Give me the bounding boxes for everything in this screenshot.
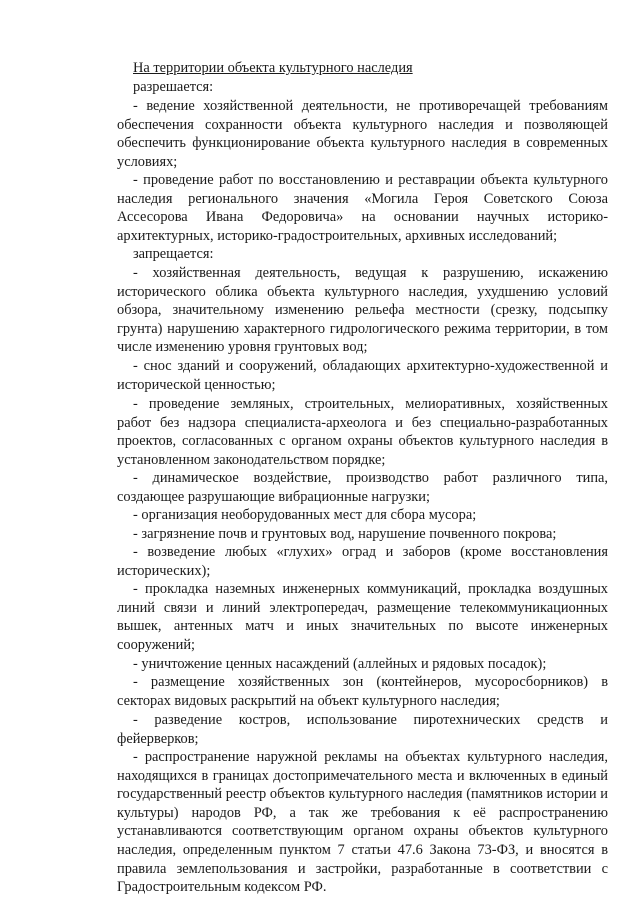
forbidden-item-9: - уничтожение ценных насаждений (аллейных и рядовых посадок); bbox=[133, 656, 547, 672]
forbidden-item-11: - разведение костров, использование пиротехнических средств и фейерверков; bbox=[117, 712, 608, 747]
forbidden-item-12: - распространение наружной рекламы на объектах культурного наследия, находящихся в границах достопримечательного места и включенных в единый государственный реестр объектов культурного наследия (памятников истории и культуры) народов РФ, а так же требования к её распространению устанавливаются соответствующим органом охраны объектов культурного наследия, определенным пунктом 7 статьи 47.6 Закона 73-ФЗ, и вносятся в правила землепользования и застройки, разработанные в соответствии с Градостроительным кодексом РФ. bbox=[117, 749, 608, 896]
forbidden-item-8: - прокладка наземных инженерных коммуникаций, прокладка воздушных линий связи и линий электропередач, размещение телекоммуникационных вышек, антенных матч и иных значительных по высоте инженерных сооружений; bbox=[117, 581, 608, 653]
forbidden-item-6: - загрязнение почв и грунтовых вод, нарушение почвенного покрова; bbox=[133, 526, 557, 542]
forbidden-item-1: - хозяйственная деятельность, ведущая к разрушению, искажению исторического облика объекта культурного наследия, ухудшению условий обзора, значительному изменению рельефа местности (срезку, подсыпку грунта) нарушению характерного гидрологического режима территории, в том числе изменению уровня грунтовых вод; bbox=[117, 265, 608, 356]
forbidden-item-10: - размещение хозяйственных зон (контейнеров, мусоросборников) в секторах видовых раскрытий на объект культурного наследия; bbox=[117, 674, 608, 709]
allowed-label: разрешается: bbox=[133, 79, 214, 95]
allowed-item-1: - ведение хозяйственной деятельности, не противоречащей требованиям обеспечения сохранности объекта культурного наследия и позволяющей обеспечить функционирование объекта культурного наследия в современных условиях; bbox=[117, 98, 608, 170]
forbidden-item-5: - организация необорудованных мест для сбора мусора; bbox=[133, 507, 477, 523]
forbidden-label: запрещается: bbox=[133, 246, 214, 262]
allowed-item-2: - проведение работ по восстановлению и реставрации объекта культурного наследия регионального значения «Могила Героя Советского Союза Ассесорова Ивана Федоровича» на основании научных историко-архитектурных, историко-градостроительных, архивных исследований; bbox=[117, 172, 608, 244]
forbidden-item-3: - проведение земляных, строительных, мелиоративных, хозяйственных работ без надзора специалиста-археолога и без специально-разработанных проектов, согласованных с органом охраны объектов культурного наследия в установленном законодательством порядке; bbox=[117, 396, 608, 468]
forbidden-item-4: - динамическое воздействие, производство работ различного типа, создающее разрушающие вибрационные нагрузки; bbox=[117, 470, 608, 505]
forbidden-item-7: - возведение любых «глухих» оград и заборов (кроме восстановления исторических); bbox=[117, 544, 608, 579]
section-heading: На территории объекта культурного наследия bbox=[133, 60, 413, 76]
forbidden-item-2: - снос зданий и сооружений, обладающих архитектурно-художественной и исторической ценностью; bbox=[117, 358, 608, 393]
